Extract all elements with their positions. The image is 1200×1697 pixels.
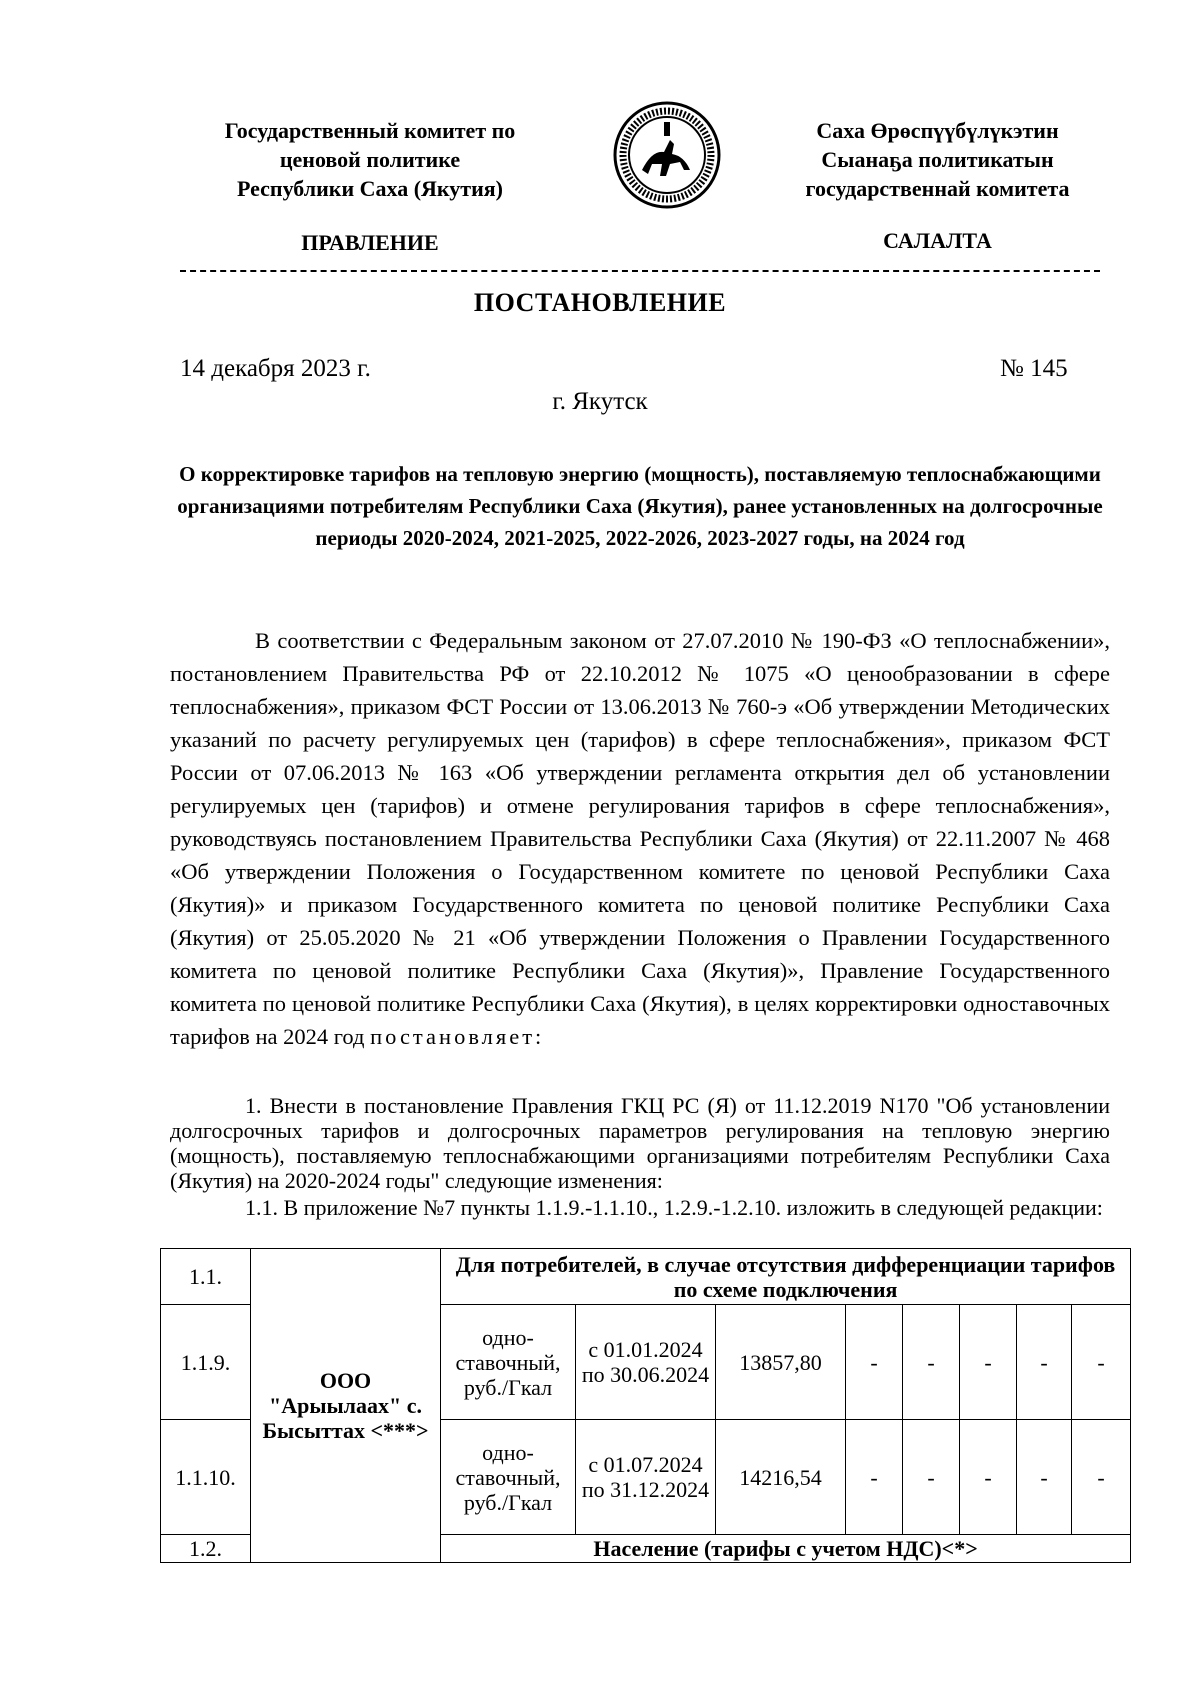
tariff-table (160, 1248, 1131, 1563)
row-number: 1.1. (161, 1249, 251, 1305)
document-title: ПОСТАНОВЛЕНИЕ (473, 288, 727, 317)
tariff-dash: - (1017, 1305, 1072, 1420)
tariff-value: 13857,80 (716, 1305, 846, 1420)
tariff-type: одно-ставочный, руб./Гкал (441, 1305, 576, 1420)
tariff-dash: - (903, 1420, 960, 1535)
document-subject: О корректировке тарифов на тепловую энергию (мощность), поставляемую теплоснабжающими организациями потребителям Республики Саха (Якутия), ранее установленных на долгосрочные периоды 2020-2024, 2021-2025, 2022-2026, 2023-2027 годы, на 2024 год (177, 462, 1103, 550)
document-city: г. Якутск (552, 388, 648, 415)
committee-name-ru-line-3: Республики Саха (Якутия) (236, 176, 504, 201)
organization-name: ООО "Арыылаах" с. Бысыттах <***> (251, 1249, 441, 1563)
tariff-value: 14216,54 (716, 1420, 846, 1535)
tariff-dash: - (903, 1305, 960, 1420)
committee-name-ru-line-1: Государственный комитет по (224, 118, 516, 143)
document-date: 14 декабря 2023 г. (180, 355, 371, 382)
header-divider (180, 270, 1100, 272)
committee-name-sakha-line-2: Сыанаҕа политикатын (821, 147, 1054, 172)
tariff-dash: - (960, 1420, 1017, 1535)
clause-1-1: 1.1. В приложение №7 пункты 1.1.9.-1.1.10., 1.2.9.-1.2.10. изложить в следующей редакции: (245, 1195, 1103, 1220)
preamble-text: В соответствии с Федеральным законом от 27.07.2010 № 190-ФЗ «О теплоснабжении», постановлением Правительства РФ от 22.10.2012 № 1075 «О ценообразовании в сфере теплоснабжения», приказом ФСТ России от 13.06.2013 № 760-э «Об утверждении Методических указаний по расчету регулируемых цен (тарифов) в сфере теплоснабжения», приказом ФСТ России от 07.06.2013 № 163 «Об утверждении регламента открытия дел об установлении регулируемых цен (тарифов) и отмене регулирования тарифов в сфере теплоснабжения», руководствуясь постановлением Правительства Республики Саха (Якутия) от 22.11.2007 № 468 «Об утверждении Положения о Государственном комитете по ценовой Республики Саха (Якутия)» и приказом Государственного комитета по ценовой политике Республики Саха (Якутия) от 25.05.2020 № 21 «Об утверждении Положения о Правлении Государственного комитета по ценовой политике Республики Саха (Якутия)», Правление Государственного комитета по ценовой политике Республики Саха (Якутия), в целях корректировки одноставочных тарифов на 2024 год (170, 628, 1110, 1049)
tariff-dash: - (1072, 1305, 1131, 1420)
row-number: 1.2. (161, 1535, 251, 1563)
committee-name-sakha-line-3: государственнай комитета (805, 176, 1070, 201)
decree-word: постановляет: (370, 1024, 545, 1049)
board-label-ru: ПРАВЛЕНИЕ (301, 230, 439, 255)
tariff-dash: - (1017, 1420, 1072, 1535)
tariff-type: одно-ставочный, руб./Гкал (441, 1420, 576, 1535)
board-label-sakha: САЛАЛТА (883, 228, 992, 253)
preamble-paragraph (170, 624, 1110, 1053)
tariff-dash: - (1072, 1420, 1131, 1535)
row-number: 1.1.9. (161, 1305, 251, 1420)
tariff-dash: - (960, 1305, 1017, 1420)
table-row (161, 1249, 1131, 1305)
tariff-dash: - (846, 1420, 903, 1535)
committee-name-sakha-line-1: Саха Өрөспүүбүлүкэтин (816, 118, 1059, 143)
committee-name-sakha (760, 116, 1115, 203)
committee-name-ru (195, 116, 545, 203)
tariff-period: с 01.07.2024 по 31.12.2024 (576, 1420, 716, 1535)
row-number: 1.1.10. (161, 1420, 251, 1535)
section-header: Для потребителей, в случае отсутствия дифференциации тарифов по схеме подключения (441, 1249, 1131, 1305)
tariff-period: с 01.01.2024 по 30.06.2024 (576, 1305, 716, 1420)
committee-name-ru-line-2: ценовой политике (279, 147, 461, 172)
republic-emblem-icon (612, 100, 722, 210)
clause-1: 1. Внести в постановление Правления ГКЦ РС (Я) от 11.12.2019 N170 "Об установлении долгосрочных тарифов и долгосрочных параметров регулирования на тепловую энергию (мощность), поставляемую теплоснабжающими организациями потребителям Республики Саха (Якутия) на 2020-2024 годы" следующие изменения: (170, 1093, 1110, 1193)
tariff-dash: - (846, 1305, 903, 1420)
section-header: Население (тарифы с учетом НДС)<*> (441, 1535, 1131, 1563)
document-number: № 145 (1000, 355, 1068, 382)
